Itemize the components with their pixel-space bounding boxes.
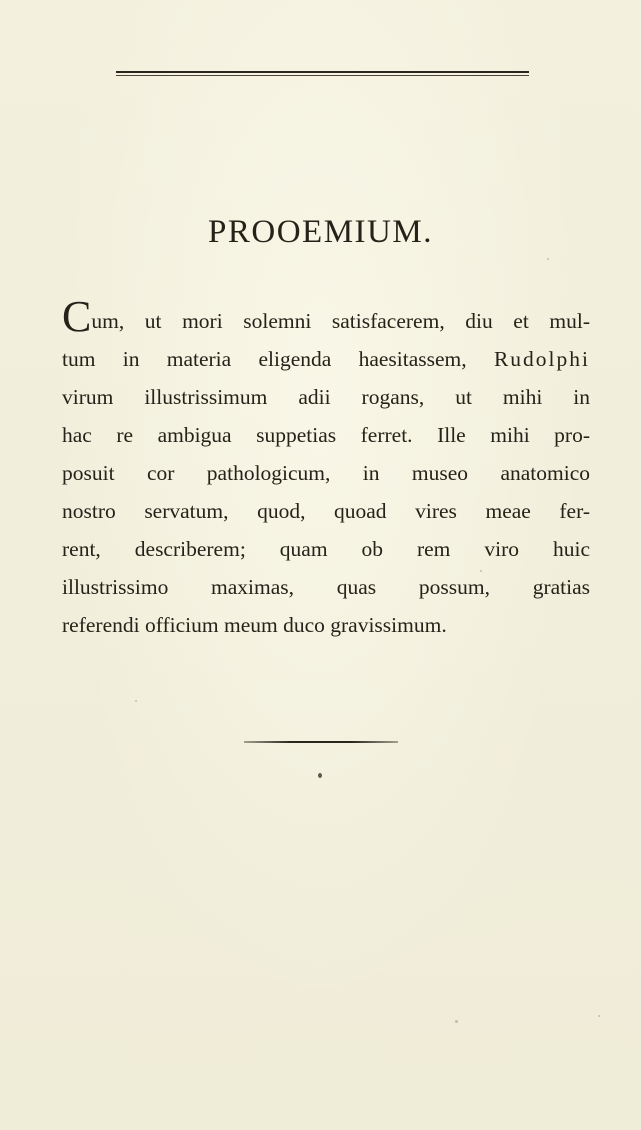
header-double-rule-thin — [116, 75, 529, 76]
text-line: illustrissimo maximas, quas possum, gratias — [62, 575, 590, 599]
text-line: nostro servatum, quod, quoad vires meae fer- — [62, 499, 590, 523]
person-name: Rudolphi — [493, 347, 591, 371]
drop-cap: C — [62, 292, 92, 341]
text-line: tum in materia eligenda haesitassem, Rudolphi — [62, 347, 591, 371]
text-line: rent, describerem; quam ob rem viro huic — [62, 537, 590, 561]
closing-rule — [244, 741, 398, 743]
paper-speck — [135, 700, 137, 702]
paper-speck — [455, 1020, 458, 1023]
paper-speck — [318, 773, 322, 778]
paper-speck — [547, 258, 549, 260]
text-line: hac re ambigua suppetias ferret. Ille mihi pro- — [62, 423, 590, 447]
text-line: Cum, ut mori solemni satisfacerem, diu et mul- — [62, 292, 590, 341]
header-double-rule — [116, 71, 529, 73]
body-paragraph — [62, 292, 591, 644]
text-line: posuit cor pathologicum, in museo anatomico — [62, 461, 590, 485]
text-line: referendi officium meum duco gravissimum. — [62, 613, 447, 637]
page-heading: PROOEMIUM. — [208, 214, 433, 250]
paper-speck — [598, 1015, 600, 1017]
paper-speck — [480, 570, 482, 572]
text-line: virum illustrissimum adii rogans, ut mihi in — [62, 385, 590, 409]
